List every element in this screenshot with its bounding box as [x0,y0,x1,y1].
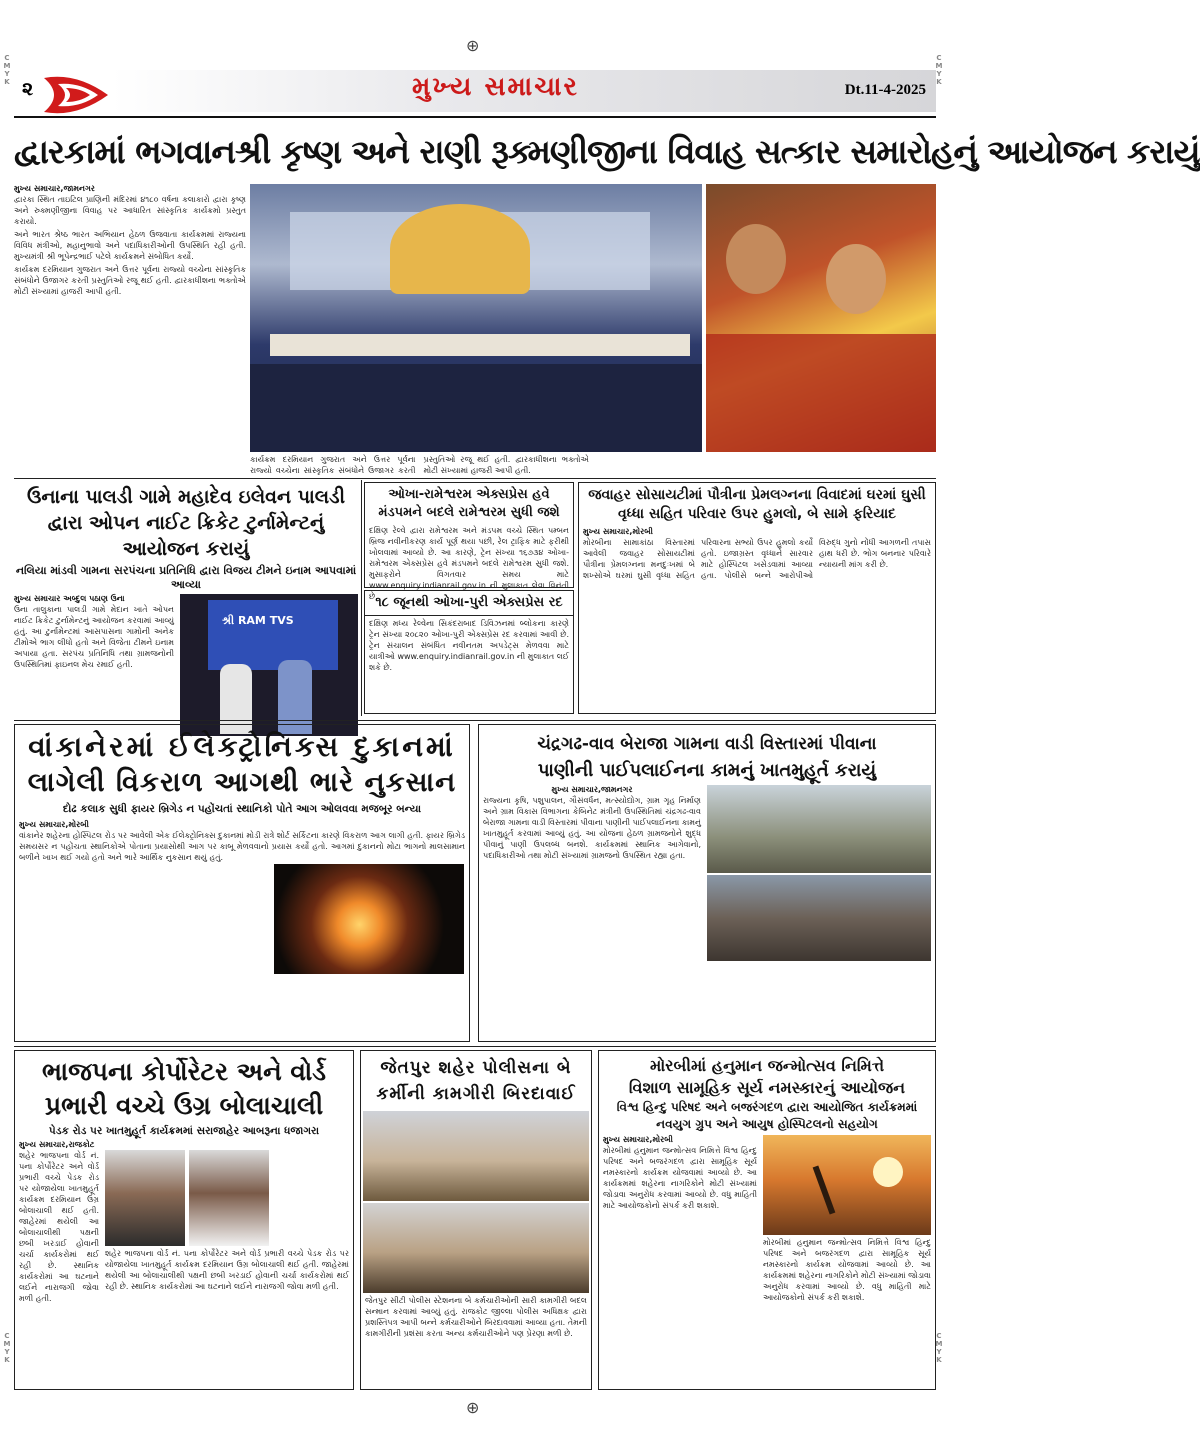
morbi-headline-1: મોરબીમાં હનુમાન જન્મોત્સવ નિમિત્તે [649,1056,885,1075]
palodi-body: ઉના તાલુકાના પાલડી ગામે મેદાન ખાતે ઓપન નાઈટ ક્રિકેટ ટુર્નામેન્ટનું આયોજન કરવામાં આવ્યું હતું. આ ટુર્નામેન્ટમાં આસપાસના ગામોની અનેક ટીમોએ ભાગ લીધો હતો અને વિજેતા ટીમને ઇનામ અપાયા હતા. સરપંચ પ્રતિનિધિ તથા ગ્રામજનોની ઉપસ્થિતિમાં ફાઇનલ મેચ રમાઈ હતી. [14,605,174,669]
page-number: ૨ [22,78,34,100]
lead-headline: દ્વારકામાં ભગવાનશ્રી કૃષ્ણ અને રાણી રૂક્મણીજીના વિવાહ સત્કાર સમારોહનું આયોજન કરાયું [14,132,1200,171]
jetpur-headline-2: કર્મીની કામગીરી બિરદાવાઈ [376,1084,576,1104]
lead-stage-photo [250,184,702,452]
print-mark-cmyk-right-top: C M Y K [935,54,943,86]
lead-body-continued: કાર્યક્રમ દરમિયાન ગુજરાત અને ઉત્તર પૂર્વના રાજ્યો વચ્ચેના સાંસ્કૃતિક સંબંધોને ઉજાગર કરતી પ્રસ્તુતિઓ રજૂ થઈ હતી. દ્વારકાધીશના ભક્તોએ મોટી સંખ્યામાં હાજરી આપી હતી. [250,455,589,475]
lead-body [14,194,246,470]
bjp-byline: મુખ્ય સમાચાર,રાજકોટ [19,1140,95,1149]
palodi-award-photo [180,594,358,736]
jetpur-body: જેતપુર સીટી પોલીસ સ્ટેશનના બે કર્મચારીઓની સારી કામગીરી બદલ સન્માન કરવામાં આવ્યું હતું. રાજકોટ જીલ્લા પોલીસ અધિક્ષક દ્વારા પ્રશસ્તિપત્ર આપી બન્ને કર્મચારીઓને બિરદાવવામાં આવ્યા હતા. તેમની કામગીરીની પ્રશંસા કરતા અન્ય કર્મચારીઓને પણ પ્રેરણા મળી છે. [365,1296,587,1338]
morbi-byline: મુખ્ય સમાચાર,મોરબી [603,1135,673,1144]
wankaner-fire-photo [274,864,464,974]
wankaner-body: વાંકાનેર શહેરના હોસ્પિટલ રોડ પર આવેલી એક ઈલેક્ટ્રોનિક્સ દુકાનમાં મોડી રાત્રે શોર્ટ સર્કિટના કારણે વિકરાળ આગ લાગી હતી. ફાયર બ્રિગેડ સમયસર ન પહોંચતા સ્થાનિકોએ પોતાના પ્રયાસોથી આગ પર કાબૂ મેળવવાનો પ્રયાસ કર્યો હતો. આગમાં દુકાનનો મોટા ભાગનો માલસામાન બળીને ખાખ થઈ ગયો હતો અને ભારે આર્થિક નુકસાન થયું હતું. [19,831,465,862]
chandragadh-ceremony-photo [707,785,931,873]
chandragadh-headline-1: ચંદ્રગઢ-વાવ બેરાજા ગામના વાડી વિસ્તારમાં પીવાના [537,734,877,754]
lead-paragraph: અને ભારત શ્રેષ્ઠ ભારત અભિયાન હેઠળ ઉજવાતા કાર્યક્રમમાં રાજ્યના વિવિધ મંત્રીઓ, મહાનુભાવો અને પદાધિકારીઓની ઉપસ્થિતિ રહી હતી. મુખ્યમંત્રી શ્રી ભૂપેન્દ્રભાઈ પટેલે કાર્યક્રમને સંબોધિત કર્યો. [14,230,246,261]
morbi-headline-2: વિશાળ સામૂહિક સૂર્ય નમસ્કારનું આયોજન [628,1078,906,1097]
story-jawahar [578,482,936,714]
print-mark-cmyk-left-bottom: C M Y K [3,1332,11,1364]
lead-story-text [14,184,246,474]
chandragadh-byline: મુખ્ય સમાચાર,જામનગર [551,785,633,794]
jetpur-award-photo-2 [363,1203,589,1293]
story-morbi [598,1050,936,1390]
jetpur-award-photo-1 [363,1111,589,1201]
palodi-subhead: નલિયા માંડવી ગામના સરપંચના પ્રતિનિધિ દ્વારા વિજય ટીમને ઇનામ આપવામાં આવ્યા [15,564,357,591]
story-bjp [14,1050,354,1390]
lead-paragraph: દ્વારકા સ્થિત તાઇટિલ પ્રાણિની મંદિરમાં ૪૧૮૦ વર્ષના કલાકારો દ્વારા કૃષ્ણ અને રુક્મણીજીના વિવાહ પર આધારિત સાંસ્કૃતિક કાર્યક્રમો પ્રસ્તુત કરાયો. [14,195,246,226]
corporator-portrait-photo [105,1150,185,1246]
row-divider [14,478,936,479]
wankaner-headline-1: વાંકાનેરમાં ઈલેક્ટ્રોનિક્સ દુકાનમાં [28,730,456,763]
jawahar-headline: જવાહર સોસાયટીમાં પૌત્રીના પ્રેમલગ્નના વિવાદમાં ઘરમાં ઘુસી વૃધ્ધા સહિત પરિવાર ઉપર હુમલો, બે સામે ફરિયાદ [588,487,926,522]
surya-namaskar-photo [763,1135,931,1235]
row-divider [14,720,936,721]
lead-paragraph: કાર્યક્રમ દરમિયાન ગુજરાત અને ઉત્તર પૂર્વના રાજ્યો વચ્ચેના સાંસ્કૃતિક સંબંધોને ઉજાગર કરતી પ્રસ્તુતિઓ રજૂ થઈ હતી. દ્વારકાધીશના ભક્તોએ મોટી સંખ્યામાં હાજરી આપી હતી. [14,265,246,296]
okha-express-body: દક્ષિણ રેલ્વે દ્વારા રામેશ્વરમ અને મંડપમ વચ્ચે સ્થિત પમ્બન બ્રિજ નવીનીકરણ કાર્ય પૂર્ણ થયા પછી, રેલ ટ્રાફિક માટે ફરીથી ખોલવામાં આવ્યો છે. આ કારણે, ટ્રેન સંખ્યા ૧૬૭૩૪ ઓખા-રામેશ્વરમ એક્સપ્રેસ હવે મંડપમને બદલે રામેશ્વરમ સુધી જશે. મુસાફરોને વિગતવાર સમય માટે www.enquiry.indianrail.gov.in ની મુલાકાત લેવા વિનંતી છે. [369,526,569,601]
issue-date: Dt.11-4-2025 [844,82,926,98]
wankaner-subhead: દોઢ કલાક સુધી ફાયર બ્રિગેડ ન પહોંચતાં સ્થાનિકો પોતે આગ ઓલવવા મજબૂર બન્યા [62,803,422,815]
chandragadh-body: રાજ્યના કૃષિ, પશુપાલન, ગૌસંવર્ધન, મત્સ્યોદ્યોગ, ગ્રામ ગૃહ નિર્માણ અને ગ્રામ વિકાસ વિભાગના કેબિનેટ મંત્રીની ઉપસ્થિતિમાં ચંદ્રગઢ-વાવ બેરાજા ગામના વાડી વિસ્તારમાં પીવાના પાણીની પાઈપલાઈનના કામનું ખાતમુહૂર્ત કરવામાં આવ્યું હતું. આ યોજના હેઠળ ગ્રામજનોને શુદ્ધ પીવાનું પાણી ઉપલબ્ધ બનશે. કાર્યક્રમમાં સ્થાનિક આગેવાનો, પદાધિકારીઓ તથા મોટી સંખ્યામાં ગ્રામજનો ઉપસ્થિત રહ્યા હતા. [483,796,701,860]
palodi-byline: મુખ્ય સમાચાર અબ્દુલ પઠાણ ઉના [14,594,125,603]
section-title: મુખ્ય સમાચાર [412,72,579,102]
story-okha-puri [364,590,574,714]
okha-puri-headline: ૧૮ જૂનથી ઓખા-પુરી એક્સપ્રેસ રદ [365,591,573,616]
bjp-headline-2: પ્રભારી વચ્ચે ઉગ્ર બોલાચાલી [44,1091,324,1120]
bjp-body-continued: શહેર ભાજપના વોર્ડ નં. ૫ના કોર્પોરેટર અને વોર્ડ પ્રભારી વચ્ચે પેડક રોડ પર યોજાયેલા ખાતમુહૂર્ત કાર્યક્રમ દરમિયાન ઉગ્ર બોલાચાલી થઈ હતી. જાહેરમાં થયેલી આ બોલાચાલીથી પક્ષની છબી ખરડાઈ હોવાની ચર્ચા કાર્યકરોમાં થઈ રહી છે. સ્થાનિક કાર્યકરોમાં આ ઘટનાને લઈને નારાજગી જોવા મળી હતી. [105,1249,349,1291]
wankaner-byline: મુખ્ય સમાચાર,મોરબી [19,820,89,829]
lead-ritual-photo [706,184,936,452]
page-header [14,64,936,118]
row-divider [14,1046,936,1047]
ward-incharge-portrait-photo [189,1150,269,1246]
jetpur-headline-1: જેતપુર શહેર પોલીસના બે [380,1058,572,1078]
story-palodi [14,480,358,716]
okha-express-headline: ઓખા-રામેશ્વરમ એક્સપ્રેસ હવે મંડપમને બદલે રામેશ્વરમ સુધી જશે [378,487,560,520]
header-band [112,70,936,112]
palodi-headline: ઉનાના પાલડી ગામે મહાદેવ ઇલેવન પાલડી દ્વારા ઓપન નાઈટ ક્રિકેટ ટુર્નામેન્ટનું આયોજન કરાયું [26,486,346,560]
morbi-subhead: વિશ્વ હિન્દુ પરિષદ અને બજરંગદળ દ્વારા આયોજિત કાર્યક્રમમાં નવયુગ ગ્રુપ અને આયુષ હોસ્પિટલનો સહયોગ [616,1100,918,1131]
bjp-subhead: પેડક રોડ પર ખાતમુહૂર્ત કાર્યક્રમમાં સરાજાહેર આબરૂના ધજાગરા [48,1125,320,1137]
jawahar-byline: મુખ્ય સમાચાર,મોરબી [583,527,653,536]
story-jetpur [360,1050,592,1390]
registration-mark-top: ⊕ [466,36,480,55]
wankaner-headline-2: લાગેલી વિકરાળ આગથી ભારે નુકસાન [27,767,457,798]
okha-puri-body: દક્ષિણ મધ્ય રેલ્વેના સિકંદરાબાદ ડિવિઝનમાં બ્લોકના કારણે ટ્રેન સંખ્યા ૨૦૮૨૦ ઓખા-પુરી એક્સપ્રેસ રદ કરવામાં આવી છે. ટ્રેન સંચાલન સંબંધિત નવીનતમ અપડેટ્સ મેળવવા માટે યાત્રીઓ www.enquiry.indianrail.gov.in ની મુલાકાત લઈ શકે છે. [369,619,570,672]
morbi-body: મોરબીમાં હનુમાન જન્મોત્સવ નિમિત્તે વિશ્વ હિન્દુ પરિષદ અને બજરંગદળ દ્વારા સામૂહિક સૂર્ય નમસ્કારનો કાર્યક્રમ યોજવામાં આવ્યો છે. આ કાર્યક્રમમાં શહેરના નાગરિકોને મોટી સંખ્યામાં જોડાવા અનુરોધ કરવામાં આવ્યો છે. વધુ માહિતી માટે આયોજકોનો સંપર્ક કરી શકાશે. [603,1146,757,1210]
morbi-body-continued: મોરબીમાં હનુમાન જન્મોત્સવ નિમિત્તે વિશ્વ હિન્દુ પરિષદ અને બજરંગદળ દ્વારા સામૂહિક સૂર્ય નમસ્કારનો કાર્યક્રમ યોજવામાં આવ્યો છે. આ કાર્યક્રમમાં શહેરના નાગરિકોને મોટી સંખ્યામાં જોડાવા અનુરોધ કરવામાં આવ્યો છે. વધુ માહિતી માટે આયોજકોનો સંપર્ક કરી શકાશે. [763,1238,931,1302]
chandragadh-audience-photo [707,875,931,961]
story-chandragadh [478,724,936,1042]
print-mark-cmyk-left-top: C M Y K [3,54,11,86]
print-mark-cmyk-right-bottom: C M Y K [935,1332,943,1364]
story-okha-express [364,482,574,601]
column-divider [361,480,362,716]
banner-text: શ્રી RAM TVS [222,614,294,627]
registration-mark-bottom: ⊕ [466,1398,480,1417]
lead-byline: મુખ્ય સમાચાર,જામનગર [14,184,95,193]
bjp-body: શહેર ભાજપના વોર્ડ નં. ૫ના કોર્પોરેટર અને વોર્ડ પ્રભારી વચ્ચે પેડક રોડ પર યોજાયેલા ખાતમુહૂર્ત કાર્યક્રમ દરમિયાન ઉગ્ર બોલાચાલી થઈ હતી. જાહેરમાં થયેલી આ બોલાચાલીથી પક્ષની છબી ખરડાઈ હોવાની ચર્ચા કાર્યકરોમાં થઈ રહી છે. સ્થાનિક કાર્યકરોમાં આ ઘટનાને લઈને નારાજગી જોવા મળી હતી. [19,1151,99,1303]
chandragadh-headline-2: પાણીની પાઈપલાઈનના કામનું ખાતમુહૂર્ત કરાયું [537,760,877,781]
jawahar-body: મોરબીના સામાકાંઠા વિસ્તારમાં આવેલી જવાહર સોસાયટીમાં પૌત્રીના પ્રેમલગ્નના મનદુઃખમાં બે શખ્સોએ ઘરમાં ઘુસી વૃધ્ધા સહિત પરિવારના સભ્યો ઉપર હુમલો કર્યો હતો. ઇજાગ્રસ્ત વૃધ્ધાને સારવાર માટે હોસ્પિટલ ખસેડવામાં આવ્યા હતા. પોલીસે બન્ને આરોપીઓ વિરુદ્ધ ગુનો નોંધી આગળની તપાસ હાથ ધરી છે. ભોગ બનનાર પરિવારે ન્યાયની માંગ કરી છે. [583,538,931,580]
bjp-headline-1: ભાજપના કોર્પોરેટર અને વોર્ડ [42,1057,326,1086]
